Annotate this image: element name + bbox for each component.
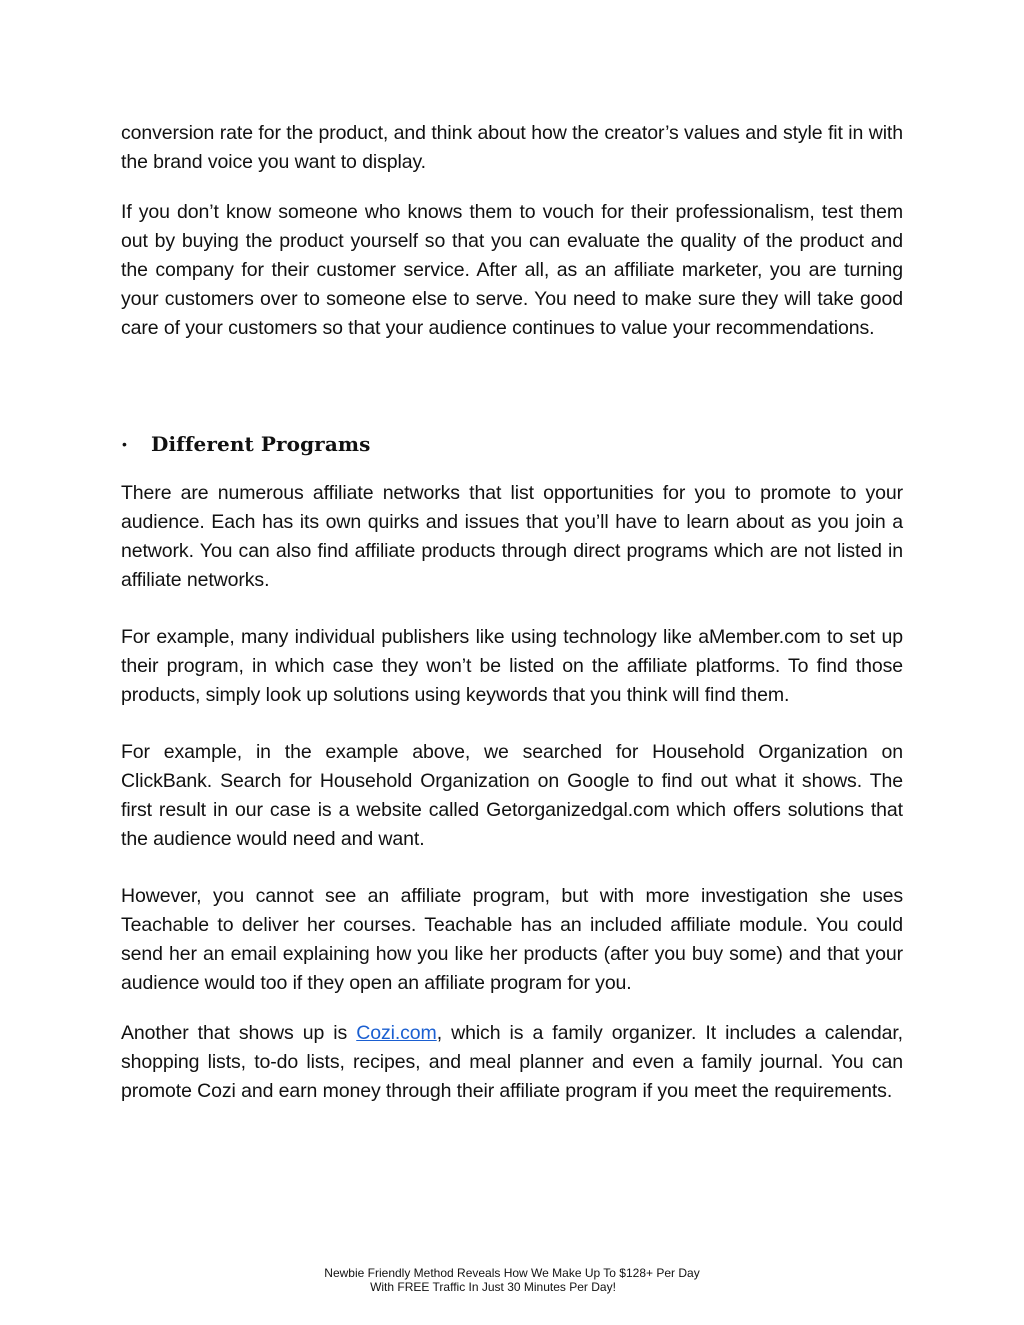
paragraph-teachable: However, you cannot see an affiliate program, but with more investigation she uses Teachable to deliver her courses. Teachable has an included affiliate module. You could send her an email explaining how you like her products (after you buy some) and that your audience would too if they open an affiliate program for you.	[121, 885, 903, 994]
cozi-description-text: , which is a family organizer. It includes a calendar, shopping lists, to-do lists, recipes, and meal planner and even a family journal. You can promote Cozi and earn money through their affiliate program if you meet the requirements.	[121, 1022, 903, 1102]
paragraph-cozi	[121, 1019, 903, 1106]
footer-line-2: With FREE Traffic In Just 30 Minutes Per Day!	[370, 1280, 616, 1294]
document-page	[121, 119, 903, 1106]
footer-line-1: Newbie Friendly Method Reveals How We Make Up To $128+ Per Day	[324, 1266, 700, 1280]
section-heading-text: Different Programs	[151, 432, 371, 456]
section-heading-different-programs	[121, 429, 903, 459]
paragraph-household-organization: For example, in the example above, we searched for Household Organization on ClickBank. Search for Household Organization on Google to find out what it shows. The first result in our case is a website called Getorganizedgal.com which offers solutions that the audience would need and want.	[121, 741, 903, 850]
paragraph-affiliate-networks: There are numerous affiliate networks that list opportunities for you to promote to your audience. Each has its own quirks and issues that you’ll have to learn about as you join a network. You can also find affiliate products through direct programs which are not listed in affiliate networks.	[121, 482, 903, 591]
bullet-icon: •	[122, 436, 127, 452]
paragraph-vouch-professionalism: If you don’t know someone who knows them to vouch for their professionalism, test them out by buying the product yourself so that you can evaluate the quality of the product and the company for their customer service. After all, as an affiliate marketer, you are turning your customers over to someone else to serve. You need to make sure they will take good care of your customers so that your audience continues to value your recommendations.	[121, 201, 903, 339]
cozi-intro-text: Another that shows up is	[121, 1022, 357, 1044]
cozi-link[interactable]: Cozi.com	[356, 1022, 437, 1044]
paragraph-amember-example: For example, many individual publishers like using technology like aMember.com to set up their program, in which case they won’t be listed on the affiliate platforms. To find those products, simply look up solutions using keywords that you think will find them.	[121, 626, 903, 706]
paragraph-conversion-rate: conversion rate for the product, and think about how the creator’s values and style fit in with the brand voice you want to display.	[121, 122, 903, 173]
page-footer	[0, 1266, 1024, 1294]
